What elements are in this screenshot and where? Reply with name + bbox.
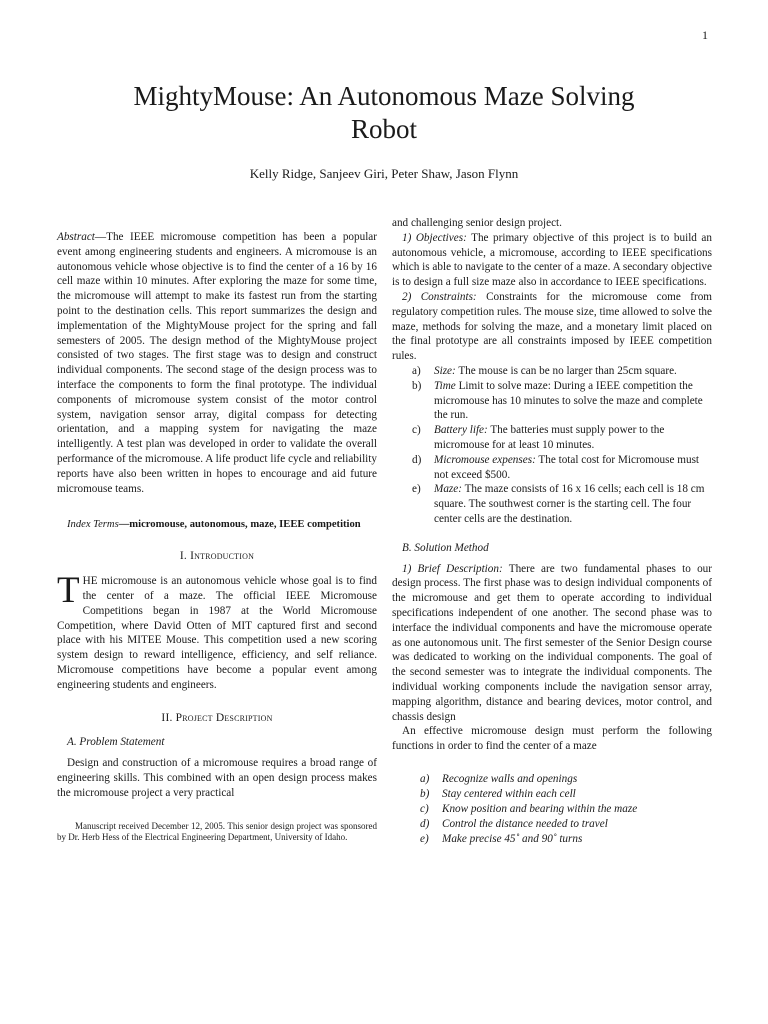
constraint-label: Time [434,379,456,392]
list-item-body [434,482,712,526]
abstract-label: Abstract [57,231,95,243]
list-marker: e) [420,832,429,845]
brief-description-body: There are two fundamental phases to our design process. The first phase was to design individual components of the micromouse and get them to operate according to individual specifications independent of one another. The second phase was to interface the individual components and have the micromouse operate as one autonomous unit. The first semester of the Senior Design course was dedicated to working on the individual components. The goal of the second semester was to integrate the individual components. The individual working components include the navigation sensor array, mapping algorithm, distance and bearing devices, motor control, and chassis design [392,562,712,723]
constraint-text: Limit to solve maze: During a IEEE competition the micromouse has 10 minutes to solve the maze and complete the run. [434,379,703,422]
author-list: Kelly Ridge, Sanjeev Giri, Peter Shaw, Jason Flynn [249,166,519,181]
function-text: Make precise 45˚ and 90˚ turns [442,832,583,845]
list-item-body [434,453,712,483]
function-text: Stay centered within each cell [442,787,576,800]
constraints-body: Constraints for the micromouse come from regulatory competition rules. The mouse size, time allowed to solve the maze, methods for solving the maze, and a monetary limit placed on the final prototype are all constraints imposed by IEEE competition rules. [392,290,712,363]
abstract [57,230,377,496]
list-marker: a) [412,364,421,377]
list-marker: b) [420,787,430,800]
constraints-paragraph [392,290,712,364]
constraints-list [392,364,712,527]
list-marker: d) [412,453,422,466]
index-terms-label: Index Terms [67,519,119,531]
function-text: Recognize walls and openings [442,772,578,785]
problem-statement-heading: A. Problem Statement [67,736,165,749]
constraint-text: The maze consists of 16 x 16 cells; each cell is 18 cm square. The southwest corner is the starting cell. The four center cells are the destination. [434,483,705,525]
constraint-label: Size: [434,364,456,377]
title-line-1: MightyMouse: An Autonomous Maze Solving [133,81,635,111]
function-item [420,802,712,817]
manuscript-footnote: Manuscript received December 12, 2005. This senior design project was sponsored by Dr. Herb Hess of the Electrical Engineering Department, University of Idaho. [57,820,377,842]
constraints-label: 2) Constraints: [402,290,477,303]
solution-method-heading: B. Solution Method [402,541,489,554]
index-terms-body: —micromouse, autonomous, maze, IEEE competition [118,519,361,531]
list-item-body [434,423,712,453]
constraint-item-time [412,379,712,423]
function-item [420,772,712,787]
constraint-item-size [412,364,712,379]
list-item-body [434,364,712,379]
list-item-body [434,379,712,423]
list-marker: c) [420,802,429,815]
section-project-description-heading: II. Project Description [161,711,273,724]
constraint-item-expenses [412,453,712,483]
constraint-label: Maze: [434,483,462,496]
constraint-text: The total cost for Micromouse must not exceed $500. [434,453,700,481]
left-column [57,230,377,844]
list-marker: a) [420,772,430,785]
right-column [392,216,712,847]
objectives-body: The primary objective of this project is to build an autonomous vehicle, a micromouse, according to IEEE specifications which is able to navigate to the center of a maze. A secondary objective is to design a full size maze also in accordance to IEEE specifications. [392,231,712,289]
constraint-label: Micromouse expenses: [434,453,536,466]
objectives-label: 1) Objectives: [402,231,467,244]
function-item [420,817,712,832]
introduction-paragraph [57,570,377,692]
list-marker: d) [420,817,430,830]
title-line-2: Robot [350,114,417,144]
paper-title [60,80,708,146]
page-number: 1 [702,28,708,42]
brief-description-label: 1) Brief Description: [402,562,503,575]
functions-list [392,772,712,847]
effective-design-paragraph: An effective micromouse design must perform the following functions in order to find the center of a maze [392,725,712,753]
objectives-paragraph [392,231,712,290]
dropcap: T [57,570,80,612]
constraint-text: The batteries must supply power to the micromouse for at least 10 minutes. [434,424,665,451]
constraint-item-battery [412,423,712,453]
constraint-label: Battery life: [434,424,488,437]
abstract-body: —The IEEE micromouse competition has been a popular event among engineering students and engineers. A micromouse is an autonomous vehicle whose objective is to find the center of a 16 by 16 cell maze within 10 minutes. After exploring the maze for some time, the micromouse will attempt to make its fastest run from the starting point to the destination cells. This report summarizes the design and implementation of the MightyMouse project for the spring and fall semesters of 2005. The design method of the MightyMouse project consisted of two stages. The first stage was to design and construct individual components. The second stage of the design process was to interface the components to form the final prototype. The individual components of micromouse system consist of the motor control system, navigation sensor array, digital compass for detecting orientation, and a mapping system for navigating the maze intelligently. A test plan was developed in order to validate the overall performance of the micromouse. A life product life cycle and reliability reports have also been written in hopes to encourage and aid future micromouse teams. [57,231,377,495]
section-introduction-heading: I. Introduction [179,550,255,563]
function-text: Know position and bearing within the maze [442,802,638,815]
function-item [420,832,712,847]
constraint-text: The mouse is can be no larger than 25cm square. [455,364,677,377]
index-terms [57,518,377,531]
constraint-item-maze [412,482,712,526]
problem-statement-continued: and challenging senior design project. [392,217,562,229]
brief-description-paragraph [392,562,712,725]
function-item [420,787,712,802]
function-text: Control the distance needed to travel [442,817,608,830]
introduction-body: HE micromouse is an autonomous vehicle whose goal is to find the center of a maze. The official IEEE Micromouse Competitions began in 1987 at the World Micromouse Competition, where David Otten of MIT captured first and second place with his MITEE Mouse. This competition used a new scoring system design to reward intelligence, efficiency, and self reliance. Micromouse competitions have become a popular event among engineering students and engineers. [57,575,377,691]
list-marker: c) [412,424,421,437]
list-marker: e) [412,483,421,496]
list-marker: b) [412,379,422,392]
problem-statement-body: Design and construction of a micromouse requires a broad range of engineering skills. This combined with an open design process makes the micromouse project a very practical [57,757,377,799]
